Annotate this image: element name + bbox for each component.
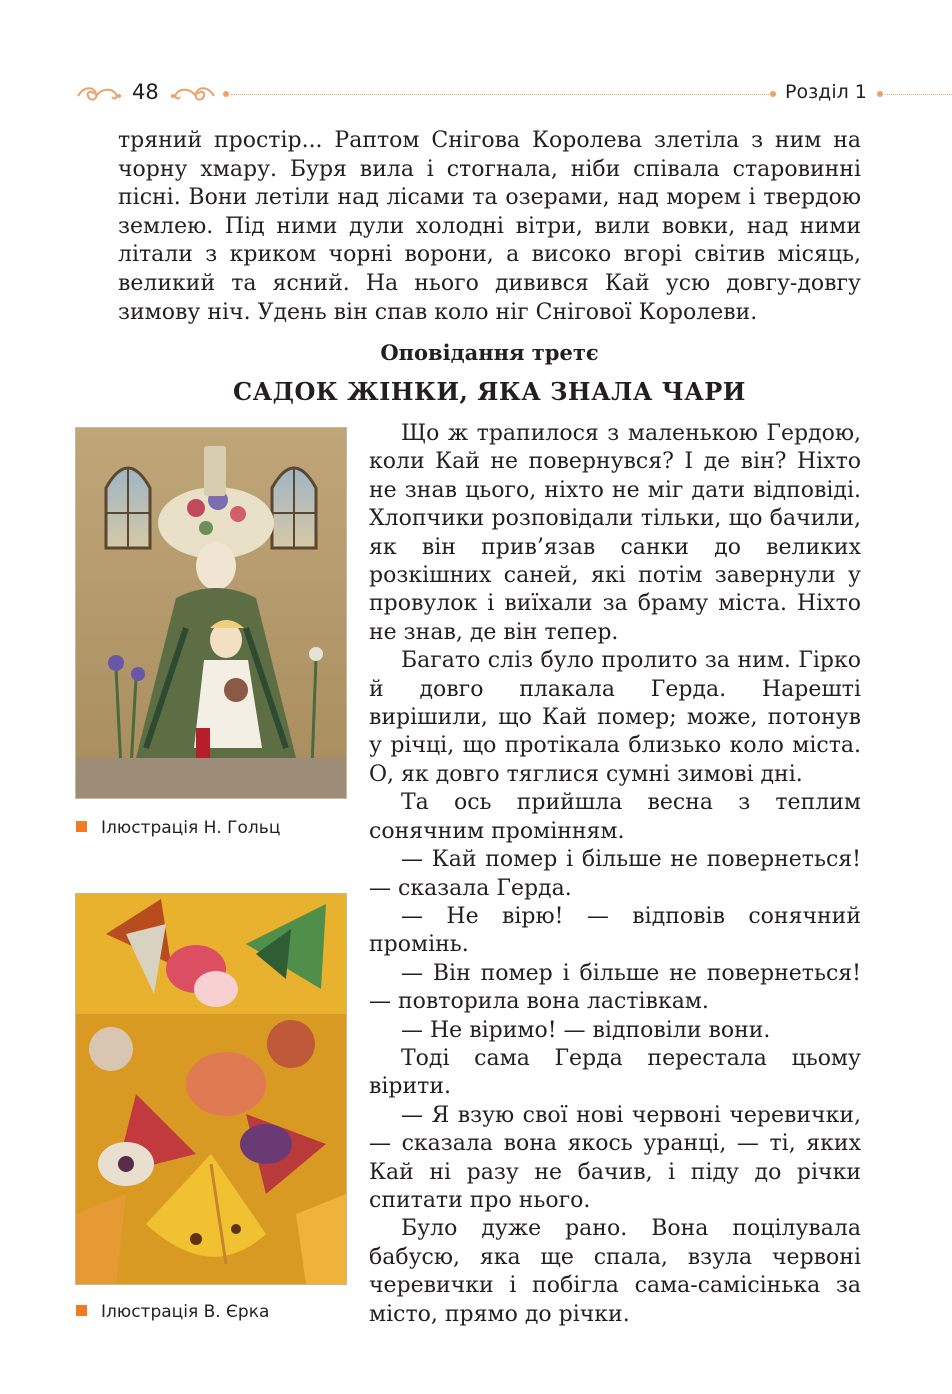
caption-text: Ілюстрація В. Єрка: [101, 1302, 270, 1322]
caption-marker: [76, 821, 87, 832]
caption-text: Ілюстрація Н. Гольц: [101, 818, 281, 838]
caption-marker: [76, 1305, 87, 1316]
rule-dot: [770, 91, 776, 97]
story-title: САДОК ЖІНКИ, ЯКА ЗНАЛА ЧАРИ: [233, 377, 746, 406]
story-body: [369, 420, 861, 1329]
page-header: [0, 78, 952, 112]
paragraph: — Він помер і більше не повернеться! — повторила вона ластівкам.: [369, 960, 861, 1015]
illustration-yerka: [75, 893, 347, 1285]
rule-dot: [223, 91, 229, 97]
rule-dot: [877, 91, 883, 97]
illustration-goltz: [75, 427, 347, 799]
paragraph: — Кай помер і більше не повернеться! — сказала Герда.: [369, 847, 861, 901]
paragraph: Та ось прийшла весна з теплим сонячним промінням.: [369, 790, 861, 844]
paragraph: Було дуже рано. Вона поцілувала бабусю, яка ще спала, взула червоні черевички і побігла сама-самісінька за місто, прямо до річки.: [369, 1216, 861, 1327]
paragraph: — Не віримо! — відповіли вони.: [401, 1017, 771, 1043]
header-rule: [231, 94, 769, 95]
intro-text: тряний простір... Раптом Снігова Королева злетіла з ним на чорну хмару. Буря вила і стогнала, ніби співала старовинні пісні. Вони летіли над лісами та озерами, над морем і твердою землею. Під ними дули холодні вітри, вили вовки, над ними літали з криком чорні ворони, а високо вгорі світив місяць, великий та ясний. На нього дивився Кай усю довгу-довгу зимову ніч. Удень він спав коло ніг Снігової Королеви.: [118, 128, 861, 325]
swirl-ornament-icon: [170, 84, 216, 104]
page-number: 48: [132, 80, 159, 104]
story-number: Оповідання третє: [380, 340, 599, 365]
section-label: Розділ 1: [785, 81, 867, 103]
paragraph: Багато сліз було пролито за ним. Гірко й довго плакала Герда. Нарешті вирішили, що Кай помер; може, потонув у річці, що протікала близько коло міста. О, як довго тяглися сумні зимові дні.: [369, 648, 861, 787]
swirl-ornament-icon: [76, 84, 122, 104]
illustration-caption: [76, 818, 280, 838]
paragraph: Тоді сама Герда перестала цьому вірити.: [369, 1045, 861, 1100]
paragraph: — Я взую свої нові червоні черевички, — сказала вона якось уранці, — ті, яких Кай ні разу не бачив, і піду до річки спитати про нього.: [369, 1102, 861, 1213]
header-rule: [885, 94, 952, 95]
paragraph: — Не вірю! — відповів сонячний промінь.: [369, 903, 861, 958]
illustration-caption: [76, 1302, 269, 1322]
paragraph: Що ж трапилося з маленькою Гердою, коли Кай не повернувся? І де він? Ніхто не знав цього, ніхто не міг дати відповіді. Хлопчики розповідали тільки, що бачили, як він прив’язав санки до великих розкішних саней, які потім завернули у провулок і виїхали за браму міста. Ніхто не знав, де він тепер.: [369, 421, 861, 645]
intro-paragraph: [118, 127, 861, 327]
